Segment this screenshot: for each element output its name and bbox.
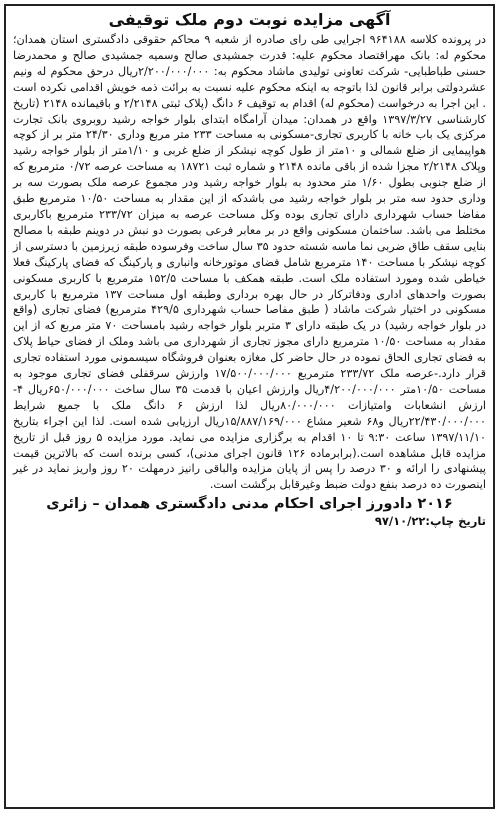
notice-body <box>13 32 486 493</box>
notice-paragraph: در پرونده کلاسه ۹۶۴۱۸۸ اجرایی طی رای صادره از شعبه ۹ محاکم حقوقی دادگستری استان همدان؛ محکوم له: بانک مهراقتصاد محکوم علیه: قدرت جمشیدی صالح وسمیه جمشیدی صالح و محمدرضا حسنی طباطبایی- شرکت تعاونی تولیدی ماشاد محکوم به: ۲/۲۰۰/۰۰۰/۰۰۰ریال درحق محکوم له ونیم عشردولتی برابر قانون لذا باتوجه به اینکه محکوم علیه نسبت به برائت ذمه خویش اقدامی نکرده است . این اجرا به درخواست (محکوم له) اقدام به توقیف ۶ دانگ (پلاک ثبتی ۲/۲۱۴۸ و باقیمانده ۲۱۴۸ (تاریخ کارشناسی ۱۳۹۷/۳/۲۷ واقع در همدان: میدان آرامگاه ابتدای بلوار خواجه رشید روبروی بانک تجارت مرکزی یک باب خانه با کاربری تجاری-مسکونی به مساحت ۲۳۳ متر مربع وداری ۲۴/۳۰ متر بر از کوچه هواپیمایی از ضلع شمالی و ۱۰متر از طول کوچه نیشکر از ضلع غربی و ۱/۱۰متر از بلوار خواجه رشید وپلاک ۲/۲۱۴۸ مجزا شده از باقی مانده ۲۱۴۸ و شماره ثبت ۱۸۷۲۱ به مساحت عرصه ۰/۷۲ مترمربع که از ضلع جنوبی بطول ۱/۶۰ متر محدود به بلوار خواجه رشید ودر مجموع عرصه ملک بصورت سه بر وداری حدود سه متر بر بلوار خواجه رشید می باشدکه از این مقدار به مساحت ۱۰/۵۰ مترمربع طبق مفاضا حساب شهرداری دارای تجاری بوده وکل مساحت عرصه به میزان ۲۳۳/۷۲ مترمربع باکاربری مختلط می باشد. ساختمان مسکونی واقع در بر معابر فرعی بصورت دو نبش در دوینم طبقه با مصالح بنایی سقف طاق ضربی نما ماسه شسته حدود ۳۵ سال ساخت وفرسوده طبقه زیرزمین با دسترسی از کوچه نیشکر با مساحت ۱۴۰ مترمربع شامل فضای موتورخانه وانباری و پارکینگ که فضای پارکینگ فعلا خیاطی شده ومورد استفاده ملک است. طبقه همکف با مساحت ۱۵۲/۵ مترمربع با کاربری مسکونی بصورت واحدهای اداری ودفاترکار در حال بهره برداری وطبقه اول مساحت ۱۳۷ مترمربع با کاربری مسکونی در اختیار شرکت ماشاد ( طبق مفاصا حساب شهرداری ۴۲۹/۵ مترمربع) فضای تجاری (واقع در بلوار خواجه رشید) در یک طبقه دارای ۳ متربر بلوار خواجه رشید بامساحت ۷۰ متر مربع که از این مقدار به مساحت ۱۰/۵۰ مترمربع دارای مجوز تجاری از شهرداری می باشد وملک از فضای حیاط پلاک به فضای تجاری الحاق نموده در حال حاضر کل مغازه بعنوان فروشگاه سیسمونی مورد استفاده تجاری قرار دارد.-عرصه ملک ۲۳۳/۷۲ مترمربع ۱۷/۵۰۰/۰۰۰/۰۰۰ وارزش سرقفلی فضای تجاری موجود به مساحت ۱۰/۵۰متر ۴/۲۰۰/۰۰۰/۰۰۰ریال وارزش اعیان با قدمت ۳۵ سال ساخت ۶۵۰/۰۰۰/۰۰۰ریال ۴- ارزش انشعابات وامتیازات ۸۰/۰۰۰/۰۰۰ریال لذا ارزش ۶ دانگ ملک با جمیع شرایط ۲۲/۴۳۰/۰۰۰/۰۰۰ریال و۶۸ شعیر مشاع ۱۵/۸۸۷/۱۶۹/۰۰۰ریال ارزیابی شده است. لذا این اجراء بتاریخ ۱۳۹۷/۱۱/۱۰ ساعت ۹:۳۰ تا ۱۰ اقدام به برگزاری مزایده می نماید. مورد مزایده ۵ روز قبل از تاریخ مزایده قابل مشاهده است.(برابرماده ۱۲۶ قانون اجرای مدنی)، کسی برنده است که بالاترین قیمت پیشنهادی را ارائه و ۳۰ درصد را پس از پایان مزایده والباقی رانیز درمهلت ۲۰ روز واریز نماید در غیر اینصورت ده درصد بنفع دولت ضبط وغیرقابل برگشت است. <box>13 33 487 492</box>
print-date: تاریخ چاپ:۹۷/۱۰/۲۲ <box>374 514 486 529</box>
notice-signature: ۲۰۱۶ دادورز اجرای احکام مدنی دادگستری همدان – زائری <box>46 496 453 513</box>
notice-frame <box>4 4 495 809</box>
notice-title: آگهی مزایده نوبت دوم ملک توقیفی <box>108 10 391 29</box>
